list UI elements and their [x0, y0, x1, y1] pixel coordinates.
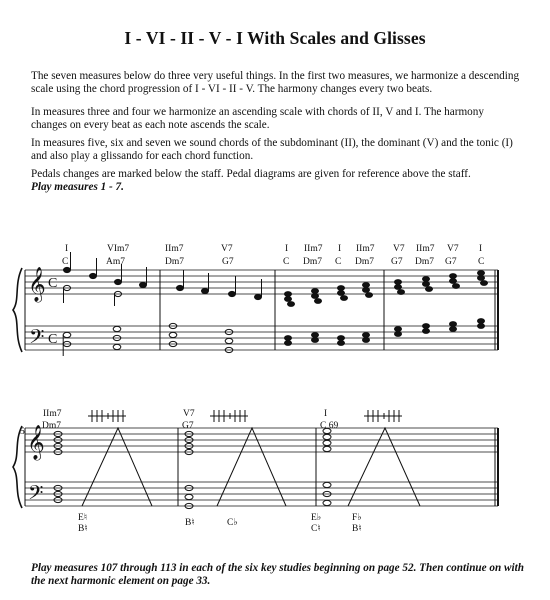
roman-numeral: I	[324, 409, 328, 419]
chord-symbol: C	[283, 257, 290, 267]
chord-symbol: C	[62, 257, 69, 267]
pedal-marking: B♮	[78, 524, 88, 534]
roman-numeral: IIm7	[43, 409, 62, 419]
chord-symbol: Dm7	[415, 257, 434, 267]
pedal-marking: E♮	[78, 513, 88, 523]
pedal-marking: E♭	[311, 513, 322, 523]
bass-staff-2	[25, 482, 498, 506]
chord-symbol: G7	[182, 421, 194, 431]
chord-symbol: G7	[222, 257, 234, 267]
chord-symbol: C 69	[320, 421, 339, 431]
bass-clef-1: 𝄢	[29, 325, 45, 353]
pedal-marking: B♮	[352, 524, 362, 534]
common-time-treble-1: C	[48, 276, 58, 291]
grand-staff-brace-2	[13, 426, 22, 508]
treble-clef-1: 𝄞	[28, 267, 46, 302]
chord-symbol: Dm7	[165, 257, 184, 267]
chord-symbol: G7	[391, 257, 403, 267]
roman-numeral: I	[479, 244, 483, 254]
pedal-marking: F♭	[352, 513, 362, 523]
bass-notes-system-1	[63, 323, 233, 356]
chord-stacks-2	[54, 428, 331, 508]
roman-numeral: IIm7	[304, 244, 323, 254]
pedal-note-text: Pedals changes are marked below the staff. Pedal diagrams are given for reference above the staff.	[31, 168, 471, 180]
roman-numeral: V7	[393, 244, 405, 254]
treble-clef-2: 𝄞	[27, 425, 45, 460]
chord-symbol: Dm7	[42, 421, 61, 431]
roman-numeral: I	[338, 244, 342, 254]
chord-symbol: C	[478, 257, 485, 267]
roman-numeral: IIm7	[356, 244, 375, 254]
chord-symbol: Dm7	[303, 257, 322, 267]
roman-numeral: V7	[183, 409, 195, 419]
roman-numeral: I	[285, 244, 289, 254]
common-time-bass-1: C	[48, 332, 58, 347]
system-2	[13, 410, 498, 509]
intro-paragraph: The seven measures below do three very useful things. In the first two measures, we harmonize a descending scale using the chord progression of I - VI - II - V. The harmony changes every two beats.	[31, 70, 520, 95]
measure-number: 5	[20, 427, 25, 437]
roman-numeral: V7	[447, 244, 459, 254]
page-title: I - VI - II - V - I With Scales and Glisses	[124, 28, 426, 48]
chord-symbol: C	[335, 257, 342, 267]
measures-3-4-paragraph: In measures three and four we harmonize an ascending scale with chords of II, V and I. The harmony changes on every beat as each note ascends the scale.	[31, 106, 484, 131]
chord-symbol: Dm7	[355, 257, 374, 267]
measures-5-7-paragraph: In measures five, six and seven we sound chords of the subdominant (II), the dominant (V) and the tonic (I) and also play a glissando for each chord function.	[31, 137, 513, 162]
play-instruction: Play measures 1 - 7.	[31, 181, 124, 193]
roman-numeral: IIm7	[165, 244, 184, 254]
pedal-marking: C♮	[311, 524, 321, 534]
pedal-marking: C♭	[227, 518, 238, 528]
system-1	[13, 252, 498, 356]
chord-symbol: Am7	[106, 257, 125, 267]
pedal-marking: B♮	[185, 518, 195, 528]
treble-staff-2	[25, 428, 498, 452]
roman-numeral: I	[65, 244, 69, 254]
bass-clef-2: 𝄢	[28, 481, 44, 509]
pedal-diagram-3	[364, 410, 402, 422]
roman-numeral: VIm7	[107, 244, 130, 254]
pedal-diagram-2	[210, 410, 248, 422]
chord-symbol: G7	[445, 257, 457, 267]
grand-staff-brace-1	[13, 268, 22, 352]
pedal-diagram-icons	[88, 410, 402, 422]
roman-numeral: V7	[221, 244, 233, 254]
footer-instruction: Play measures 107 through 113 in each of the six key studies beginning on page 52. Then continue on with the next harmonic element on page 33.	[31, 562, 524, 587]
roman-numeral: IIm7	[416, 244, 435, 254]
pedal-diagram-1	[88, 410, 126, 422]
